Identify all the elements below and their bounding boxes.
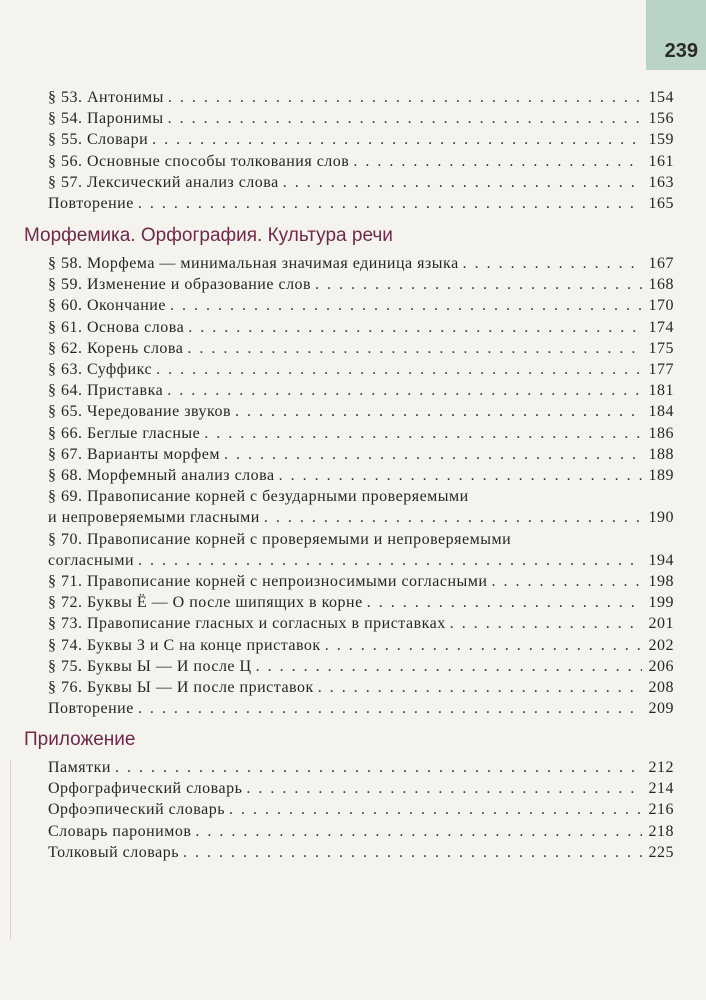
dot-leader [318,678,642,698]
toc-entry-page: 156 [648,110,674,128]
toc-entry[interactable] [48,109,674,129]
dot-leader [450,614,642,634]
dot-leader [367,593,642,613]
toc-entry[interactable] [48,466,674,486]
toc-entry[interactable] [48,318,674,338]
toc-entry[interactable] [48,152,674,172]
toc-entry-title: § 61. Основа слова [48,318,185,336]
toc-entry[interactable] [48,296,674,316]
dot-leader [235,402,642,422]
toc-entry-page: 216 [648,801,674,819]
dot-leader [187,339,642,359]
dot-leader [168,88,642,108]
toc-entry-page: 170 [648,297,674,315]
toc-entry[interactable] [48,822,674,842]
toc-entry-page: 168 [648,276,674,294]
dot-leader [183,843,642,863]
toc-entry-title: § 62. Корень слова [48,339,184,357]
toc-entry-page: 175 [648,339,674,357]
toc-entry-title: § 68. Морфемный анализ слова [48,467,275,484]
toc-entry[interactable] [48,508,674,528]
dot-leader [264,508,642,528]
dot-leader [168,109,642,129]
dot-leader [353,152,642,172]
dot-leader [156,360,642,380]
toc-entry-page: 184 [648,403,674,421]
toc-entry-page: 212 [648,759,674,776]
toc-entry[interactable] [48,360,674,380]
toc-entry-title-line[interactable]: § 70. Правописание корней с проверяемыми и непроверяемыми [48,530,512,548]
toc-entry[interactable] [48,339,674,359]
toc-entry[interactable] [48,843,674,863]
toc-entry-page: 159 [648,131,674,149]
toc-entry-page: 177 [648,361,674,378]
dot-leader [115,758,642,778]
toc-entry-title: § 73. Правописание гласных и согласных в приставках [48,615,446,633]
toc-entry-title: § 72. Буквы Ё — О после шипящих в корне [48,594,363,612]
toc-entry-page: 154 [648,89,674,106]
toc-entry-title: § 66. Беглые гласные [48,424,201,442]
toc-entry[interactable] [48,657,674,677]
dot-leader [463,254,642,274]
toc-entry-page: 209 [648,700,674,718]
toc-entry[interactable] [48,88,674,108]
toc-entry-title: Орфоэпический словарь [48,801,225,819]
toc-entry-title: и непроверяемыми гласными [48,509,260,527]
dot-leader [315,275,642,295]
toc-entry[interactable] [48,130,674,150]
toc-entry[interactable] [48,194,674,214]
page-number: 239 [664,40,698,62]
toc-entry-title: § 65. Чередование звуков [48,403,232,421]
toc-entry-page: 208 [648,679,674,696]
margin-rule [10,760,11,940]
toc-entry[interactable] [48,275,674,295]
dot-leader [325,636,642,656]
dot-leader [491,572,642,592]
dot-leader [195,822,642,842]
toc-entry[interactable] [48,699,674,719]
toc-entry-page: 199 [648,594,674,612]
toc-entry-page: 202 [648,636,674,654]
toc-entry-title: § 75. Буквы Ы — И после Ц [48,657,252,675]
toc-entry[interactable] [48,636,674,656]
dot-leader [138,551,642,571]
toc-entry[interactable] [48,614,674,634]
toc-entry-title: § 67. Варианты морфем [48,445,220,463]
section-heading: Морфемика. Орфография. Культура речи [24,225,393,246]
toc-entry-page: 194 [648,551,674,569]
toc-entry-title: § 54. Паронимы [48,110,164,128]
toc-entry-title: Памятки [48,759,111,776]
dot-leader [152,130,642,150]
dot-leader [204,424,642,444]
dot-leader [188,318,642,338]
toc-entry[interactable] [48,551,674,571]
toc-entry-page: 163 [648,173,674,191]
toc-entry[interactable] [48,254,674,274]
toc-entry-title: § 74. Буквы З и С на конце приставок [48,636,321,654]
toc-entry-page: 201 [648,615,674,633]
toc-entry[interactable] [48,800,674,820]
dot-leader [170,296,642,316]
dot-leader [229,800,642,820]
toc-entry[interactable] [48,381,674,401]
dot-leader [283,173,642,193]
toc-entry[interactable] [48,572,674,592]
toc-entry-page: 198 [648,573,674,590]
toc-entry-title: § 63. Суффикс [48,361,153,378]
section-heading: Приложение [24,729,136,750]
toc-entry[interactable] [48,173,674,193]
toc-entry[interactable] [48,779,674,799]
toc-entry[interactable] [48,445,674,465]
dot-leader [256,657,642,677]
toc-entry[interactable] [48,402,674,422]
toc-entry-title-line[interactable]: § 69. Правописание корней с безударными проверяемыми [48,488,469,506]
toc-entry-title: § 64. Приставка [48,382,164,400]
toc-entry-title: § 56. Основные способы толкования слов [48,152,350,170]
toc-entry-title: § 58. Морфема — минимальная значимая единица языка [48,255,459,272]
dot-leader [246,779,642,799]
toc-entry-title: согласными [48,551,135,569]
toc-entry-title: § 71. Правописание корней с непроизносимыми согласными [48,573,488,590]
toc-entry[interactable] [48,678,674,698]
dot-leader [138,194,642,214]
toc-entry-page: 225 [648,843,674,861]
dot-leader [167,381,642,401]
toc-entry-page: 206 [648,657,674,675]
toc-entry-page: 218 [648,822,674,840]
dot-leader [224,445,642,465]
toc-entry-page: 165 [648,195,674,212]
toc-entry-title: Толковый словарь [48,843,179,861]
dot-leader [279,466,642,486]
toc-entry-page: 190 [648,509,674,527]
toc-entry-page: 161 [648,152,674,170]
toc-entry-page: 186 [648,424,674,442]
toc-entry-page: 214 [648,780,674,798]
toc-entry-title: § 57. Лексический анализ слова [48,173,279,191]
toc-entry[interactable] [48,758,674,778]
toc-entry-title: Словарь паронимов [48,822,192,840]
dot-leader [138,699,642,719]
toc-entry-page: 189 [648,467,674,484]
toc-entry-title: § 55. Словари [48,131,149,149]
toc-entry-title: § 76. Буквы Ы — И после приставок [48,679,314,696]
toc-entry[interactable] [48,424,674,444]
toc-entry[interactable] [48,593,674,613]
toc-entry-title: § 59. Изменение и образование слов [48,276,312,294]
toc-entry-title: Повторение [48,195,134,212]
toc-entry-title: § 53. Антонимы [48,89,164,106]
toc-entry-title: Повторение [48,700,134,718]
toc-entry-page: 188 [648,445,674,463]
toc-entry-title: Орфографический словарь [48,780,243,798]
toc-entry-page: 174 [648,318,674,336]
toc-entry-page: 181 [648,382,674,400]
toc-entry-title: § 60. Окончание [48,297,166,315]
toc-entry-page: 167 [648,255,674,272]
